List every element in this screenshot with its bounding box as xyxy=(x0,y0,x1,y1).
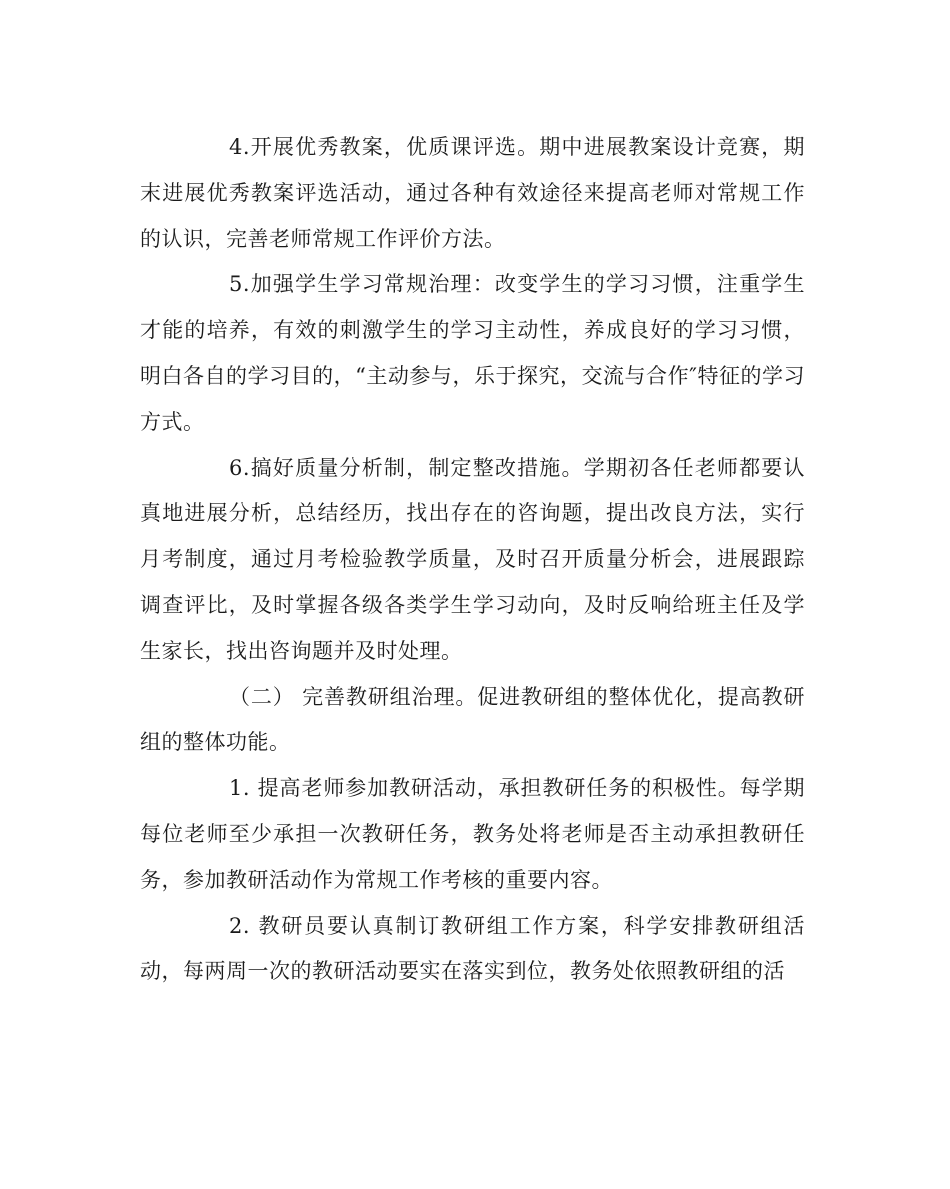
paragraph-section-2-teaching-research-group: （二） 完善教研组治理。促进教研组的整体优化，提高教研组的整体功能。 xyxy=(140,684,805,755)
paragraph-item-2-research-plan: 2. 教研员要认真制订教研组工作方案，科学安排教研组活动，每两周一次的教研活动要实在落实到位，教务处依照教研组的活 xyxy=(140,913,805,984)
paragraph-item-1-research-participation: 1. 提高老师参加教研活动，承担教研任务的积极性。每学期每位老师至少承担一次教研任务，教务处将老师是否主动承担教研任务，参加教研活动作为常规工作考核的重要内容。 xyxy=(140,776,805,892)
document-body xyxy=(140,125,805,995)
paragraph-item-4-lesson-plan-evaluation: 4.开展优秀教案，优质课评选。期中进展教案设计竞赛，期末进展优秀教案评选活动，通过各种有效途径来提高老师对常规工作的认识，完善老师常规工作评价方法。 xyxy=(140,135,805,251)
paragraph-item-5-student-learning-routine: 5.加强学生学习常规治理：改变学生的学习习惯，注重学生才能的培养，有效的刺激学生的学习主动性，养成良好的学习习惯，明白各自的学习目的，“主动参与，乐于探究，交流与合作″特征的学习方式。 xyxy=(140,272,805,434)
paragraph-item-6-quality-analysis: 6.搞好质量分析制，制定整改措施。学期初各任老师都要认真地进展分析，总结经历，找出存在的咨询题，提出改良方法，实行月考制度，通过月考检验教学质量，及时召开质量分析会，进展跟踪调查评比，及时掌握各级各类学生学习动向，及时反响给班主任及学生家长，找出咨询题并及时处理。 xyxy=(140,455,805,663)
